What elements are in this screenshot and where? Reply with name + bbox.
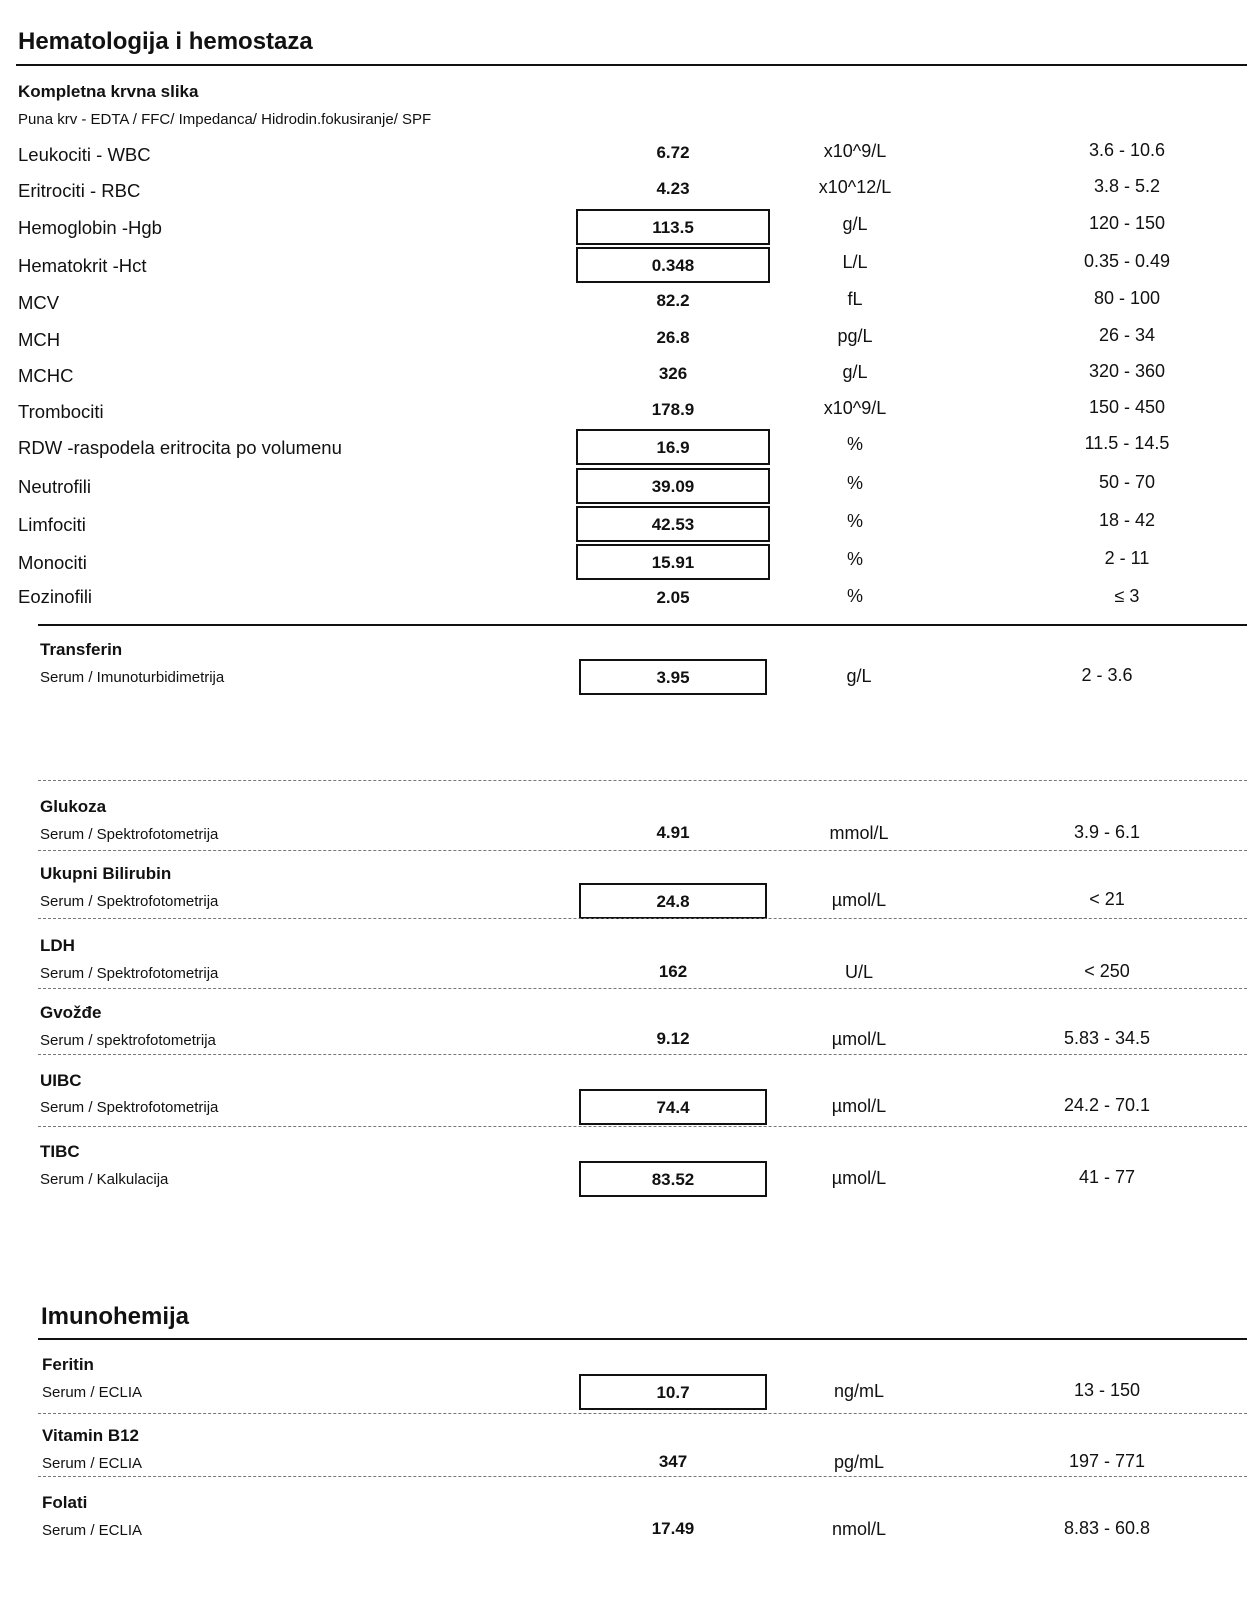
row-unit: x10^9/L <box>823 398 887 418</box>
row-value: 0.348 <box>576 247 770 283</box>
test-reference: 2 - 3.6 <box>1081 665 1133 685</box>
test-method: Serum / spektrofotometrija <box>40 1032 216 1049</box>
row-reference: 150 - 450 <box>1088 397 1166 417</box>
row-reference: 320 - 360 <box>1088 361 1166 381</box>
test-value: 24.8 <box>579 883 767 919</box>
row-reference: 50 - 70 <box>1098 472 1156 492</box>
test-value: 3.95 <box>579 659 767 695</box>
test-unit: nmol/L <box>831 1519 887 1539</box>
row-value: 326 <box>658 364 688 383</box>
row-reference: ≤ 3 <box>1114 586 1140 606</box>
row-name: MCV <box>18 292 60 313</box>
dotted-divider <box>38 850 1247 851</box>
test-value: 83.52 <box>579 1161 767 1197</box>
test-name: Transferin <box>40 640 123 659</box>
row-unit: pg/L <box>837 326 873 346</box>
dotted-divider <box>38 1413 1247 1414</box>
test-name: Feritin <box>42 1355 94 1374</box>
test-value: 74.4 <box>579 1089 767 1125</box>
dotted-divider <box>38 988 1247 989</box>
row-value: 6.72 <box>656 143 690 162</box>
row-name: Eritrociti - RBC <box>18 180 141 201</box>
test-reference: 13 - 150 <box>1073 1380 1141 1400</box>
row-unit: % <box>846 586 863 606</box>
group-title: Kompletna krvna slika <box>18 82 199 101</box>
row-name: RDW -raspodela eritrocita po volumenu <box>18 437 342 458</box>
row-name: Hemoglobin -Hgb <box>18 217 162 238</box>
test-value: 9.12 <box>656 1029 690 1048</box>
row-value: 16.9 <box>576 429 770 465</box>
test-name: Vitamin B12 <box>42 1426 140 1445</box>
test-reference: < 250 <box>1084 961 1130 981</box>
dotted-divider <box>38 1126 1247 1127</box>
test-method: Serum / ECLIA <box>42 1522 143 1539</box>
test-name: Gvožđe <box>40 1003 102 1022</box>
row-name: Eozinofili <box>18 586 93 607</box>
row-reference: 11.5 - 14.5 <box>1084 433 1170 453</box>
test-unit: pg/mL <box>833 1452 885 1472</box>
test-value: 4.91 <box>656 823 690 842</box>
row-unit: % <box>846 434 863 454</box>
row-unit: % <box>846 473 863 493</box>
test-reference: 41 - 77 <box>1078 1167 1136 1187</box>
test-value: 10.7 <box>579 1374 767 1410</box>
test-value: 162 <box>658 962 688 981</box>
test-name: UIBC <box>40 1071 82 1090</box>
row-unit: x10^9/L <box>823 141 887 161</box>
row-name: Hematokrit -Hct <box>18 255 147 276</box>
test-unit: U/L <box>844 962 873 982</box>
row-reference: 18 - 42 <box>1098 510 1156 530</box>
dotted-divider <box>38 918 1247 919</box>
row-reference: 120 - 150 <box>1088 213 1166 233</box>
row-value: 26.8 <box>656 328 690 347</box>
test-name: Ukupni Bilirubin <box>40 864 172 883</box>
test-reference: < 21 <box>1089 889 1125 909</box>
row-value: 82.2 <box>656 291 690 310</box>
row-reference: 3.6 - 10.6 <box>1088 140 1166 160</box>
test-name: Glukoza <box>40 797 107 816</box>
row-reference: 2 - 11 <box>1104 548 1150 568</box>
section-title-hematology: Hematologija i hemostaza <box>18 28 313 55</box>
test-reference: 197 - 771 <box>1068 1451 1146 1471</box>
row-value: 39.09 <box>576 468 770 504</box>
test-unit: µmol/L <box>831 1168 887 1188</box>
fold-divider <box>38 624 1247 626</box>
dotted-divider <box>38 780 1247 781</box>
section-divider <box>16 64 1247 66</box>
test-unit: g/L <box>846 666 872 686</box>
test-method: Serum / Spektrofotometrija <box>40 893 219 910</box>
cut-row-clip <box>0 586 1247 612</box>
test-value: 347 <box>658 1452 688 1471</box>
test-name: Folati <box>42 1493 88 1512</box>
test-method: Serum / Spektrofotometrija <box>40 965 219 982</box>
row-unit: % <box>846 549 863 569</box>
test-unit: µmol/L <box>831 1029 887 1049</box>
test-value: 17.49 <box>651 1519 695 1538</box>
row-name: Leukociti - WBC <box>18 144 151 165</box>
test-unit: mmol/L <box>829 823 889 843</box>
row-unit: % <box>846 511 863 531</box>
row-name: Neutrofili <box>18 476 91 497</box>
dotted-divider <box>38 1054 1247 1055</box>
row-unit: g/L <box>842 362 868 382</box>
test-name: TIBC <box>40 1142 80 1161</box>
row-name: Trombociti <box>18 401 104 422</box>
test-unit: µmol/L <box>831 890 887 910</box>
row-name: MCHC <box>18 365 74 386</box>
dotted-divider <box>38 1476 1247 1477</box>
test-method: Serum / Kalkulacija <box>40 1171 169 1188</box>
row-unit: g/L <box>842 214 868 234</box>
test-method: Serum / Spektrofotometrija <box>40 1099 219 1116</box>
row-value: 2.05 <box>656 588 690 607</box>
test-unit: µmol/L <box>831 1096 887 1116</box>
row-value: 113.5 <box>576 209 770 245</box>
test-method: Serum / Imunoturbidimetrija <box>40 669 225 686</box>
row-name: Limfociti <box>18 514 86 535</box>
row-unit: x10^12/L <box>818 177 892 197</box>
test-name: LDH <box>40 936 75 955</box>
test-method: Serum / ECLIA <box>42 1384 143 1401</box>
row-reference: 3.8 - 5.2 <box>1093 176 1161 196</box>
row-value: 42.53 <box>576 506 770 542</box>
row-name: Monociti <box>18 552 87 573</box>
section-title-immunochemistry: Imunohemija <box>41 1303 190 1330</box>
group-method: Puna krv - EDTA / FFC/ Impedanca/ Hidrodin.fokusiranje/ SPF <box>18 111 432 128</box>
row-value: 15.91 <box>576 544 770 580</box>
test-unit: ng/mL <box>833 1381 885 1401</box>
row-value: 178.9 <box>651 400 695 419</box>
section-divider <box>38 1338 1247 1340</box>
row-value: 4.23 <box>656 179 690 198</box>
test-reference: 24.2 - 70.1 <box>1063 1095 1151 1115</box>
test-reference: 8.83 - 60.8 <box>1063 1518 1151 1538</box>
row-reference: 0.35 - 0.49 <box>1083 251 1171 271</box>
test-reference: 5.83 - 34.5 <box>1063 1028 1151 1048</box>
test-method: Serum / Spektrofotometrija <box>40 826 219 843</box>
test-method: Serum / ECLIA <box>42 1455 143 1472</box>
row-unit: fL <box>847 289 863 309</box>
row-name: MCH <box>18 329 61 350</box>
test-reference: 3.9 - 6.1 <box>1073 822 1141 842</box>
row-reference: 26 - 34 <box>1098 325 1156 345</box>
row-unit: L/L <box>842 252 868 272</box>
row-reference: 80 - 100 <box>1093 288 1161 308</box>
